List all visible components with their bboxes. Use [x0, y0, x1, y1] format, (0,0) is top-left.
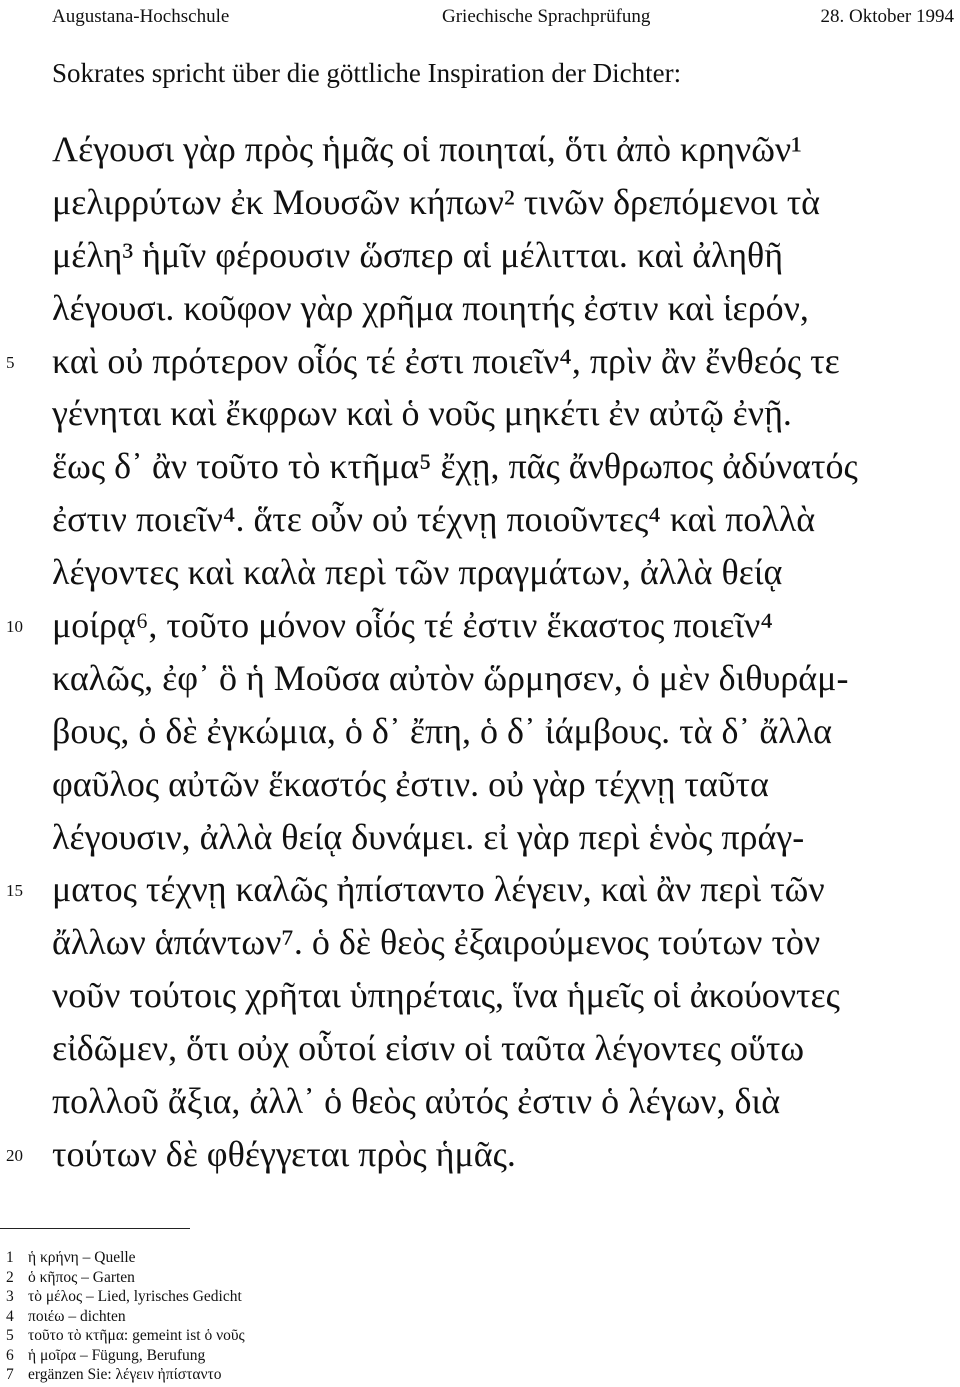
line-text: φαῦλος αὐτῶν ἕκαστός ἐστιν. οὐ γὰρ τέχνῃ ταῦτα: [52, 763, 769, 804]
passage-line: [52, 493, 958, 546]
passage-line: [52, 176, 958, 229]
passage-line: [52, 811, 958, 864]
header-institution: Augustana-Hochschule: [52, 6, 230, 27]
passage-line: [52, 758, 958, 811]
passage-line: [52, 969, 958, 1022]
passage-line: [6, 1128, 958, 1181]
line-text: λέγοντες καὶ καλὰ περὶ τῶν πραγμάτων, ἀλλὰ θείᾳ: [52, 552, 783, 593]
footnote-number: 5: [6, 1327, 14, 1344]
header-exam-title: Griechische Sprachprüfung: [442, 6, 651, 27]
passage-line: [6, 599, 958, 652]
passage-line: [6, 335, 958, 388]
passage-line: [52, 229, 958, 282]
line-text: μοίρᾳ⁶, τοῦτο μόνον οἷός τέ ἐστιν ἕκαστος ποιεῖν⁴: [52, 605, 773, 646]
footnote-divider: [0, 1228, 190, 1229]
line-text: μελιρρύτων ἐκ Μουσῶν κήπων² τινῶν δρεπόμενοι τὰ: [52, 181, 821, 222]
header-date: 28. Oktober 1994: [820, 6, 954, 27]
line-text: ματος τέχνῃ καλῶς ἠπίσταντο λέγειν, καὶ ἂν περὶ τῶν: [52, 869, 825, 910]
line-text: ἐστιν ποιεῖν⁴. ἅτε οὖν οὐ τέχνῃ ποιοῦντες⁴ καὶ πολλὰ: [52, 499, 816, 540]
line-text: ἕως δ᾽ ἂν τοῦτο τὸ κτῆμα⁵ ἔχῃ, πᾶς ἄνθρωπος ἀδύνατός: [52, 446, 858, 487]
footnote-text: ἡ μοῖρα – Fügung, Berufung: [28, 1346, 206, 1364]
passage-line: [52, 1075, 958, 1128]
line-text: λέγουσιν, ἀλλὰ θείᾳ δυνάμει. εἰ γὰρ περὶ ἑνὸς πράγ-: [52, 816, 805, 857]
passage-line: [52, 546, 958, 599]
line-text: ἄλλων ἁπάντων⁷. ὁ δὲ θεὸς ἐξαιρούμενος τούτων τὸν: [52, 922, 821, 963]
line-text: μέλη³ ἡμῖν φέρουσιν ὥσπερ αἱ μέλιτται. καὶ ἀληθῆ: [52, 234, 784, 275]
line-text: λέγουσι. κοῦφον γὰρ χρῆμα ποιητής ἐστιν καὶ ἱερόν,: [52, 287, 809, 328]
line-text: καὶ οὐ πρότερον οἷός τέ ἐστι ποιεῖν⁴, πρὶν ἂν ἔνθεός τε: [52, 340, 840, 381]
passage-line: [52, 440, 958, 493]
footnote-number: 6: [6, 1346, 14, 1364]
passage-line: [52, 123, 958, 176]
line-text: γένηται καὶ ἔκφρων καὶ ὁ νοῦς μηκέτι ἐν αὐτῷ ἐνῇ.: [52, 393, 792, 434]
passage-line: [52, 387, 958, 440]
passage-line: [6, 863, 958, 916]
footnote-number: 3: [6, 1288, 14, 1305]
footnote-number: 7: [6, 1366, 14, 1383]
line-number: 5: [6, 352, 15, 372]
page-header: [52, 6, 954, 32]
line-number: 10: [6, 617, 23, 637]
line-number: 15: [6, 881, 23, 901]
passage-line: [52, 705, 958, 758]
line-number: 20: [6, 1145, 23, 1165]
passage-line: [52, 1022, 958, 1075]
line-text: νοῦν τούτοις χρῆται ὑπηρέταις, ἵνα ἡμεῖς οἱ ἀκούοντες: [52, 975, 840, 1016]
line-text: τούτων δὲ φθέγγεται πρὸς ἡμᾶς.: [52, 1133, 516, 1174]
footnote-number: 4: [6, 1307, 14, 1325]
footnote-text: ποιέω – dichten: [28, 1307, 126, 1325]
line-text: εἰδῶμεν, ὅτι οὐχ οὗτοί εἰσιν οἱ ταῦτα λέγοντες οὕτω: [52, 1028, 805, 1069]
footnote-text: τοῦτο τὸ κτῆμα: gemeint ist ὁ νοῦς: [28, 1327, 245, 1344]
line-text: Λέγουσι γὰρ πρὸς ἡμᾶς οἱ ποιηταί, ὅτι ἀπὸ κρηνῶν¹: [52, 129, 802, 169]
footnote-text: τὸ μέλος – Lied, lyrisches Gedicht: [28, 1288, 242, 1305]
footnote-number: 2: [6, 1268, 14, 1286]
passage-line: [52, 282, 958, 335]
line-text: βους, ὁ δὲ ἐγκώμια, ὁ δ᾽ ἔπη, ὁ δ᾽ ἰάμβους. τὰ δ᾽ ἄλλα: [52, 710, 833, 751]
footnote-text: ὁ κῆπος – Garten: [28, 1268, 135, 1286]
footnote-text: ἡ κρήνη – Quelle: [28, 1249, 136, 1266]
passage-line: [52, 652, 958, 705]
passage-line: [52, 916, 958, 969]
line-text: καλῶς, ἐφ᾽ ὃ ἡ Μοῦσα αὐτὸν ὥρμησεν, ὁ μὲν διθυράμ-: [52, 657, 849, 698]
intro-sentence: Sokrates spricht über die göttliche Inspiration der Dichter:: [52, 58, 682, 88]
greek-passage: [6, 123, 958, 1181]
footnote-number: 1: [6, 1249, 14, 1266]
footnote-text: ergänzen Sie: λέγειν ἠπίσταντο: [28, 1366, 222, 1383]
line-text: πολλοῦ ἄξια, ἀλλ᾽ ὁ θεὸς αὐτός ἐστιν ὁ λέγων, διὰ: [52, 1081, 781, 1122]
